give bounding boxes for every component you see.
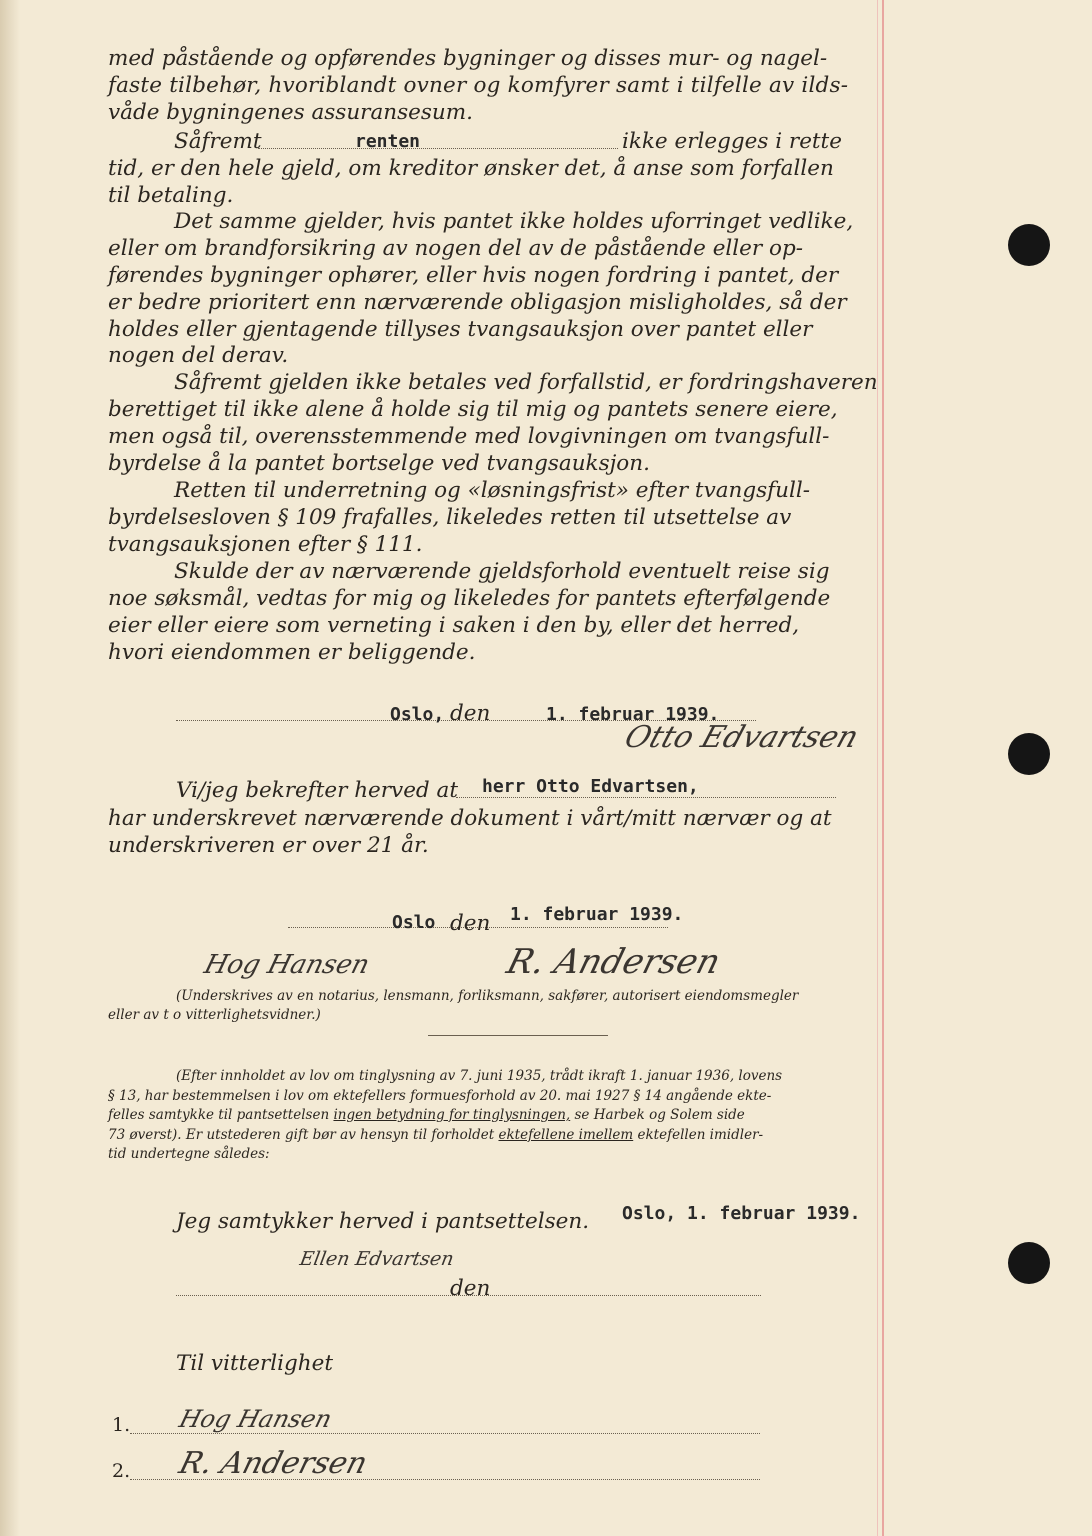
body-line: Såfremt [174, 129, 262, 154]
body-line: eier eller eiere som verneting i saken i den by, eller det herred, [108, 613, 800, 638]
punch-hole [1008, 224, 1050, 266]
handwritten-signature: R. Andersen [175, 1446, 372, 1481]
punch-hole [1008, 1242, 1050, 1284]
underlined-phrase: ektefellene imellem [498, 1127, 634, 1143]
body-line: berettiget til ikke alene å holde sig til mig og pantets senere eiere, [108, 397, 838, 422]
den-label: den [450, 701, 491, 726]
typed-place: Oslo [392, 912, 436, 933]
body-line: men også til, overensstemmende med lovgivningen om tvangsfull- [108, 424, 830, 449]
typed-place: Oslo, [390, 704, 445, 725]
body-line: ikke erlegges i rette [622, 129, 842, 154]
body-line: Retten til underretning og «løsningsfrist» efter tvangsfull- [174, 478, 811, 503]
body-line: eller om brandforsikring av nogen del av de påstående eller op- [108, 236, 803, 261]
law-note-part: 73 øverst). Er utstederen gift bør av hensyn til forholdet [108, 1127, 495, 1143]
body-line: noe søksmål, vedtas for mig og likeledes for pantets efterfølgende [108, 586, 831, 611]
body-line: våde bygningenes assuransesum. [108, 100, 473, 125]
law-note: (Efter innholdet av lov om tinglysning av 7. juni 1935, trådt ikraft 1. januar 1936, lovens [176, 1068, 783, 1084]
typed-date: 1. februar 1939. [510, 904, 684, 925]
underlined-phrase: ingen betydning for tinglysningen, [333, 1107, 571, 1123]
law-note-part: felles samtykke til pantsettelsen [108, 1107, 330, 1123]
handwritten-signature: Hog Hansen [176, 1405, 335, 1433]
witness-text: har underskrevet nærværende dokument i vårt/mitt nærvær og at [108, 806, 832, 831]
law-note: tid undertegne således: [108, 1146, 270, 1162]
margin-line [882, 0, 884, 1536]
body-line: hvori eiendommen er beliggende. [108, 640, 476, 665]
margin-line [877, 0, 878, 1536]
den-label: den [450, 911, 491, 936]
notary-note: (Underskrives av en notarius, lensmann, forliksmann, sakfører, autorisert eiendomsmegler [176, 988, 799, 1004]
typed-date: 1. februar 1939. [546, 704, 720, 725]
fill-in-dotted-line [258, 148, 618, 149]
body-line: holdes eller gjentagende tillyses tvangsauksjon over pantet eller [108, 317, 813, 342]
notary-note: eller av t o vitterlighetsvidner.) [108, 1007, 321, 1023]
typed-fill-in: renten [355, 131, 421, 152]
typed-name: herr Otto Edvartsen, [482, 776, 699, 797]
body-line: byrdelsesloven § 109 frafalles, likeledes retten til utsettelse av [108, 505, 792, 530]
body-line: Såfremt gjelden ikke betales ved forfallstid, er fordringshaveren [174, 370, 878, 395]
body-line: tid, er den hele gjeld, om kreditor ønsker det, å anse som forfallen [108, 156, 834, 181]
body-line: med påstående og opførendes bygninger og disses mur- og nagel- [108, 46, 828, 71]
witnesses-title: Til vitterlighet [176, 1351, 333, 1376]
separator-rule [428, 1035, 608, 1036]
handwritten-signature: Hog Hansen [200, 950, 373, 980]
witness-number: 2. [112, 1460, 131, 1482]
body-line: Skulde der av nærværende gjeldsforhold eventuelt reise sig [174, 559, 830, 584]
body-line: tvangsauksjonen efter § 111. [108, 532, 423, 557]
law-note [108, 1105, 745, 1126]
law-note [108, 1125, 763, 1146]
witness-number: 1. [112, 1414, 131, 1436]
handwritten-signature: Otto Edvartsen [620, 720, 863, 755]
witness-text: Vi/jeg bekrefter herved at [176, 778, 458, 803]
page-edge-shadow [0, 0, 20, 1536]
handwritten-signature: R. Andersen [502, 942, 725, 982]
witness-text: underskriveren er over 21 år. [108, 833, 429, 858]
body-line: Det samme gjelder, hvis pantet ikke holdes uforringet vedlike, [174, 209, 854, 234]
law-note: § 13, har bestemmelsen i lov om ektefellers formuesforhold av 20. mai 1927 § 14 angående ekte- [108, 1088, 772, 1104]
den-label: den [450, 1276, 491, 1301]
punch-hole [1008, 733, 1050, 775]
law-note-part: se Harbek og Solem side [574, 1107, 745, 1123]
body-line: er bedre prioritert enn nærværende obligasjon misligholdes, så der [108, 290, 847, 315]
typed-date: Oslo, 1. februar 1939. [622, 1203, 861, 1224]
signature-dotted-line [130, 1433, 760, 1434]
body-line: nogen del derav. [108, 343, 289, 368]
consent-text: Jeg samtykker herved i pantsettelsen. [176, 1209, 590, 1234]
law-note-part: ektefellen imidler- [637, 1127, 764, 1143]
body-line: byrdelse å la pantet bortselge ved tvangsauksjon. [108, 451, 650, 476]
handwritten-signature: Ellen Edvartsen [298, 1248, 456, 1270]
body-line: førendes bygninger ophører, eller hvis nogen fordring i pantet, der [108, 263, 839, 288]
body-line: faste tilbehør, hvoriblandt ovner og komfyrer samt i tilfelle av ilds- [108, 73, 849, 98]
body-line: til betaling. [108, 183, 234, 208]
